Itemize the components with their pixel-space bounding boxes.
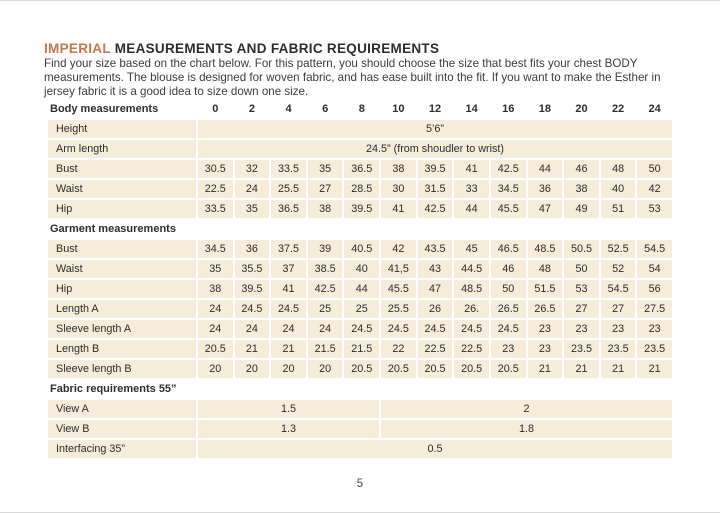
- value-cell: 46: [564, 160, 599, 178]
- value-cell: 24: [198, 320, 233, 338]
- row-label: Waist: [48, 180, 196, 198]
- size-header: 6: [322, 103, 329, 115]
- value-cell: 50: [491, 280, 526, 298]
- size-header: 0: [212, 103, 219, 115]
- page-number: 5: [356, 478, 364, 490]
- value-cell: 41,5: [381, 260, 416, 278]
- intro-text: Find your size based on the chart below. For this pattern, you should choose the size that best fits your chest BODY measurements. The blouse is designed for woven fabric, and has ease built into the fit. If you want to make the Esther in jersey fabric it is a good idea to size down one size.: [44, 57, 661, 98]
- value-cell: 30.5: [198, 160, 233, 178]
- value-cell: 20.5: [381, 360, 416, 378]
- value-cell: 36: [235, 240, 270, 258]
- value-cell: 25.5: [271, 180, 306, 198]
- row-label: Sleeve length A: [48, 320, 196, 338]
- table-row: [48, 100, 672, 118]
- value-cell: 39: [308, 240, 343, 258]
- table-row: [48, 180, 672, 198]
- row-label: Sleeve length B: [48, 360, 196, 378]
- value-cell: 47: [418, 280, 453, 298]
- value-cell: 22.5: [454, 340, 489, 358]
- value-cell: 36: [528, 180, 563, 198]
- value-cell: 41: [381, 200, 416, 218]
- value-cell: 30: [381, 180, 416, 198]
- value-cell: 54.5: [637, 240, 672, 258]
- value-cell: 22.5: [418, 340, 453, 358]
- section-label: Fabric requirements 55”: [50, 383, 177, 395]
- value-cell: 20: [308, 360, 343, 378]
- value-cell: 45: [454, 240, 489, 258]
- value-cell: 24.5: [418, 320, 453, 338]
- value-cell: 33: [454, 180, 489, 198]
- size-header: 10: [392, 103, 405, 115]
- value-cell: 39.5: [235, 280, 270, 298]
- column-header-label: Body measurements: [50, 103, 159, 115]
- value-cell: 24.5: [491, 320, 526, 338]
- value-cell: 28.5: [344, 180, 379, 198]
- value-cell: 46: [491, 260, 526, 278]
- split-value-cell: 1.8: [381, 420, 672, 438]
- span-value-cell: 24.5” (from shoudler to wrist): [198, 140, 672, 158]
- value-cell: 21: [271, 340, 306, 358]
- row-label: Hip: [48, 200, 196, 218]
- value-cell: 26: [418, 300, 453, 318]
- split-value-cell: 2: [381, 400, 672, 418]
- value-cell: 20.5: [454, 360, 489, 378]
- value-cell: 24: [198, 300, 233, 318]
- value-cell: 50: [564, 260, 599, 278]
- split-value-cell: 1.3: [198, 420, 379, 438]
- row-label: Waist: [48, 260, 196, 278]
- value-cell: 38.5: [308, 260, 343, 278]
- table-row: [48, 440, 672, 458]
- table-row: [48, 300, 672, 318]
- value-cell: 40.5: [344, 240, 379, 258]
- value-cell: 37: [271, 260, 306, 278]
- value-cell: 20: [198, 360, 233, 378]
- value-cell: 53: [564, 280, 599, 298]
- title-rest: MEASUREMENTS AND FABRIC REQUIREMENTS: [110, 41, 440, 56]
- value-cell: 24.5: [271, 300, 306, 318]
- split-value-cell: 1.5: [198, 400, 379, 418]
- value-cell: 25.5: [381, 300, 416, 318]
- page-top-border: [0, 0, 720, 1]
- row-label: Interfacing 35”: [48, 440, 196, 458]
- value-cell: 38: [381, 160, 416, 178]
- value-cell: 22.5: [198, 180, 233, 198]
- value-cell: 43: [418, 260, 453, 278]
- row-label: View B: [48, 420, 196, 438]
- value-cell: 36.5: [344, 160, 379, 178]
- value-cell: 48: [601, 160, 636, 178]
- value-cell: 25: [344, 300, 379, 318]
- value-cell: 23.5: [637, 340, 672, 358]
- size-header: 16: [502, 103, 515, 115]
- value-cell: 21: [564, 360, 599, 378]
- value-cell: 23: [491, 340, 526, 358]
- value-cell: 20.5: [198, 340, 233, 358]
- value-cell: 53: [637, 200, 672, 218]
- table-row: [48, 220, 672, 238]
- value-cell: 42.5: [308, 280, 343, 298]
- value-cell: 27: [308, 180, 343, 198]
- value-cell: 24: [308, 320, 343, 338]
- value-cell: 31.5: [418, 180, 453, 198]
- value-cell: 37.5: [271, 240, 306, 258]
- value-cell: 32: [235, 160, 270, 178]
- value-cell: 44: [344, 280, 379, 298]
- size-header: 2: [248, 103, 255, 115]
- value-cell: 36.5: [271, 200, 306, 218]
- value-cell: 38: [564, 180, 599, 198]
- span-value-cell: 0.5: [198, 440, 672, 458]
- row-label: Length B: [48, 340, 196, 358]
- value-cell: 42: [381, 240, 416, 258]
- value-cell: 23: [564, 320, 599, 338]
- row-label: Bust: [48, 160, 196, 178]
- value-cell: 41: [271, 280, 306, 298]
- value-cell: 41: [454, 160, 489, 178]
- value-cell: 46.5: [491, 240, 526, 258]
- value-cell: 34.5: [198, 240, 233, 258]
- value-cell: 21: [528, 360, 563, 378]
- value-cell: 45.5: [381, 280, 416, 298]
- table-row: [48, 380, 672, 398]
- measurement-table: [48, 100, 672, 460]
- value-cell: 25: [308, 300, 343, 318]
- page-title: [44, 41, 439, 56]
- value-cell: 42: [637, 180, 672, 198]
- value-cell: 50: [637, 160, 672, 178]
- value-cell: 42.5: [491, 160, 526, 178]
- value-cell: 40: [344, 260, 379, 278]
- value-cell: 23.5: [564, 340, 599, 358]
- row-label: Height: [48, 120, 196, 138]
- value-cell: 23: [601, 320, 636, 338]
- value-cell: 39.5: [344, 200, 379, 218]
- value-cell: 40: [601, 180, 636, 198]
- row-label: View A: [48, 400, 196, 418]
- value-cell: 48.5: [454, 280, 489, 298]
- row-label: Arm length: [48, 140, 196, 158]
- value-cell: 24.5: [235, 300, 270, 318]
- value-cell: 27: [601, 300, 636, 318]
- value-cell: 54.5: [601, 280, 636, 298]
- value-cell: 21: [637, 360, 672, 378]
- value-cell: 21: [601, 360, 636, 378]
- value-cell: 24: [235, 320, 270, 338]
- value-cell: 35: [235, 200, 270, 218]
- value-cell: 38: [198, 280, 233, 298]
- title-highlight: IMPERIAL: [44, 41, 111, 56]
- value-cell: 20.5: [491, 360, 526, 378]
- value-cell: 23.5: [601, 340, 636, 358]
- row-label: Length A: [48, 300, 196, 318]
- value-cell: 52.5: [601, 240, 636, 258]
- value-cell: 26.5: [491, 300, 526, 318]
- value-cell: 44.5: [454, 260, 489, 278]
- table-row: [48, 360, 672, 378]
- table-row: [48, 240, 672, 258]
- value-cell: 24.5: [454, 320, 489, 338]
- value-cell: 47: [528, 200, 563, 218]
- value-cell: 35.5: [235, 260, 270, 278]
- size-header: 18: [538, 103, 551, 115]
- table-row: [48, 260, 672, 278]
- table-row: [48, 280, 672, 298]
- value-cell: 27.5: [637, 300, 672, 318]
- table-row: [48, 340, 672, 358]
- value-cell: 39.5: [418, 160, 453, 178]
- size-header: 4: [285, 103, 292, 115]
- value-cell: 20.5: [344, 360, 379, 378]
- value-cell: 22: [381, 340, 416, 358]
- value-cell: 51: [601, 200, 636, 218]
- value-cell: 20: [271, 360, 306, 378]
- value-cell: 48: [528, 260, 563, 278]
- value-cell: 21: [235, 340, 270, 358]
- value-cell: 45.5: [491, 200, 526, 218]
- size-header: 12: [428, 103, 442, 115]
- value-cell: 26.: [454, 300, 489, 318]
- value-cell: 54: [637, 260, 672, 278]
- value-cell: 33.5: [271, 160, 306, 178]
- value-cell: 21.5: [308, 340, 343, 358]
- value-cell: 27: [564, 300, 599, 318]
- size-header: 20: [575, 103, 588, 115]
- value-cell: 20.5: [418, 360, 453, 378]
- value-cell: 44: [528, 160, 563, 178]
- span-value-cell: 5’6”: [198, 120, 672, 138]
- value-cell: 44: [454, 200, 489, 218]
- value-cell: 23: [528, 320, 563, 338]
- value-cell: 43.5: [418, 240, 453, 258]
- table-row: [48, 320, 672, 338]
- value-cell: 52: [601, 260, 636, 278]
- row-label: Bust: [48, 240, 196, 258]
- value-cell: 49: [564, 200, 599, 218]
- value-cell: 34.5: [491, 180, 526, 198]
- value-cell: 48.5: [528, 240, 563, 258]
- section-label: Garment measurements: [50, 223, 176, 235]
- value-cell: 50.5: [564, 240, 599, 258]
- value-cell: 24.5: [344, 320, 379, 338]
- value-cell: 23: [637, 320, 672, 338]
- value-cell: 20: [235, 360, 270, 378]
- value-cell: 33.5: [198, 200, 233, 218]
- value-cell: 38: [308, 200, 343, 218]
- table-row: [48, 420, 672, 438]
- table-row: [48, 140, 672, 158]
- value-cell: 23: [528, 340, 563, 358]
- value-cell: 21.5: [344, 340, 379, 358]
- table-row: [48, 200, 672, 218]
- value-cell: 26.5: [528, 300, 563, 318]
- value-cell: 24.5: [381, 320, 416, 338]
- value-cell: 35: [198, 260, 233, 278]
- table-row: [48, 120, 672, 138]
- size-header: 24: [648, 103, 661, 115]
- value-cell: 56: [637, 280, 672, 298]
- value-cell: 24: [235, 180, 270, 198]
- row-label: Hip: [48, 280, 196, 298]
- value-cell: 42.5: [418, 200, 453, 218]
- size-header: 22: [611, 103, 625, 115]
- size-header: 14: [465, 103, 478, 115]
- value-cell: 51.5: [528, 280, 563, 298]
- value-cell: 24: [271, 320, 306, 338]
- size-header: 8: [358, 103, 365, 115]
- table-row: [48, 400, 672, 418]
- value-cell: 35: [308, 160, 343, 178]
- table-row: [48, 160, 672, 178]
